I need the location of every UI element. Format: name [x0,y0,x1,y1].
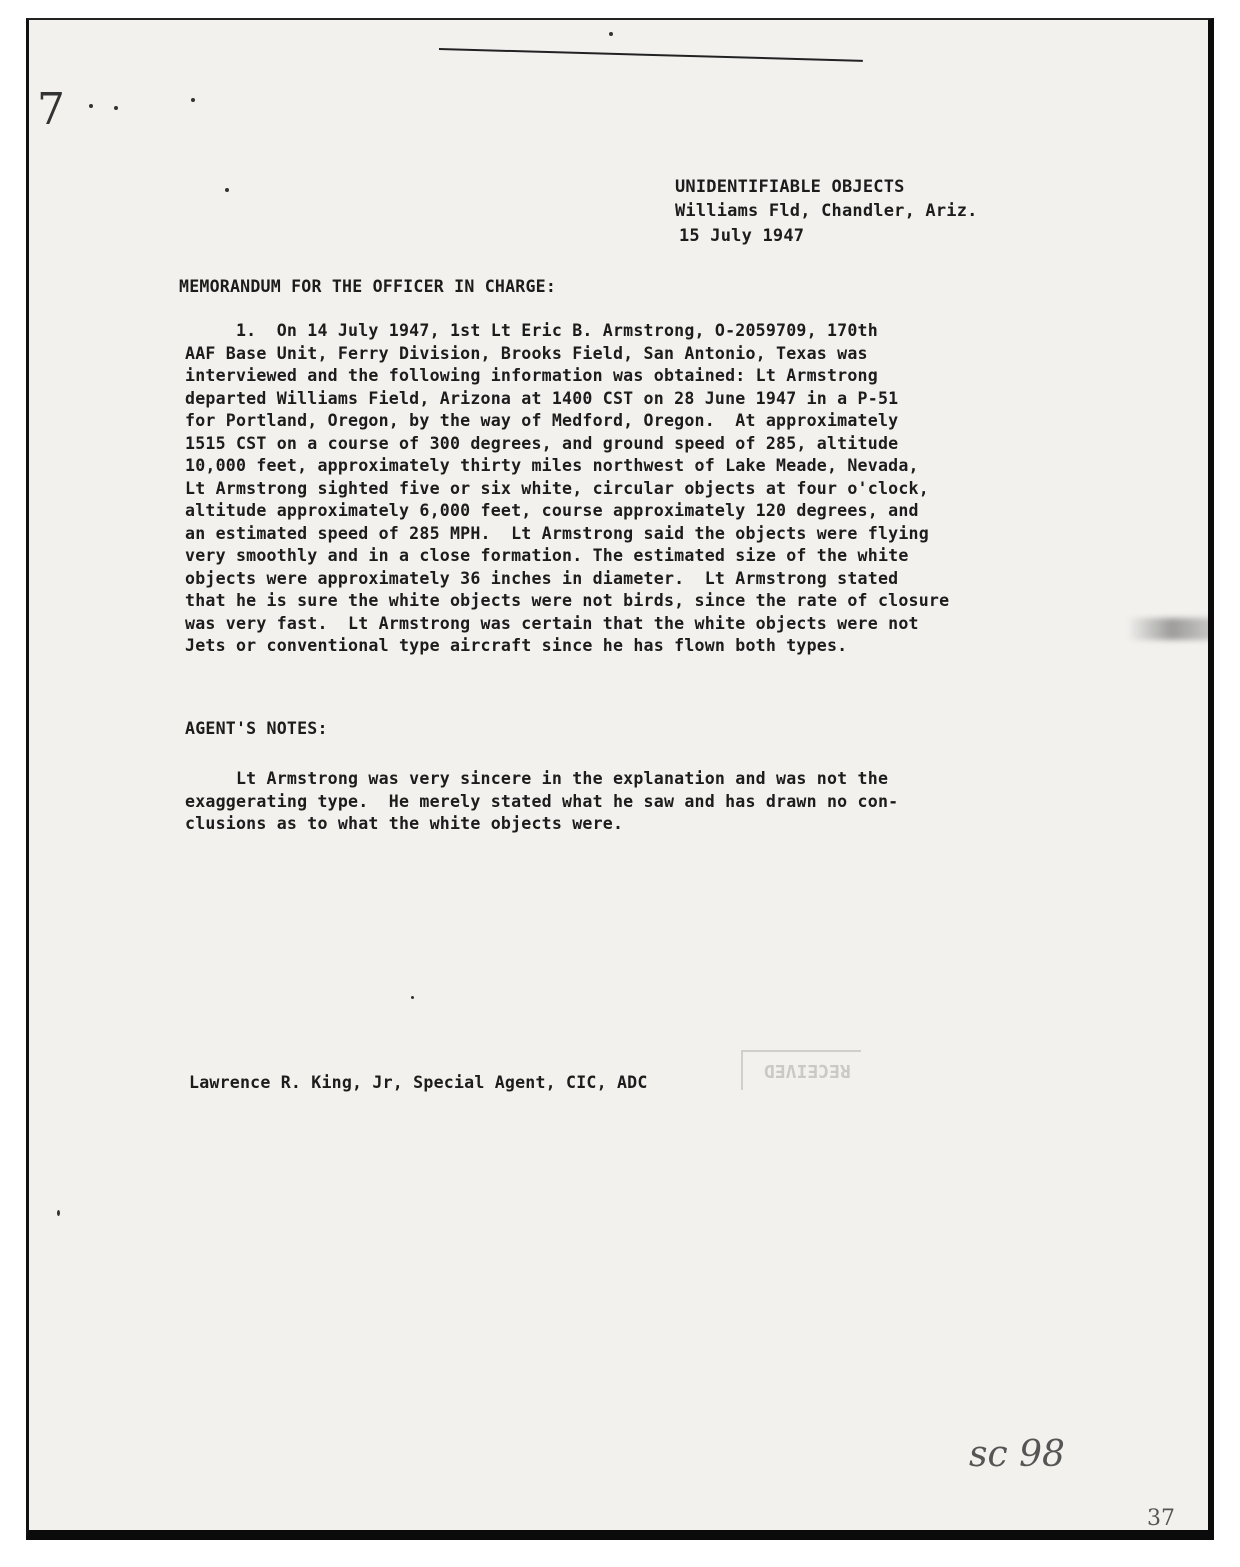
speck [114,106,118,110]
agent-notes-heading: AGENT'S NOTES: [185,719,328,738]
paragraph-line: was very fast. Lt Armstrong was certain that the white objects were not [185,613,919,633]
paragraph-line: 1515 CST on a course of 300 degrees, and ground speed of 285, altitude [185,433,899,453]
paragraph-line: AAF Base Unit, Ferry Division, Brooks Field, San Antonio, Texas was [185,343,868,363]
top-rule-line [439,48,863,62]
notes-line: Lt Armstrong was very sincere in the explanation and was not the [185,769,889,788]
agent-notes [185,768,898,836]
paragraph-line: for Portland, Oregon, by the way of Medford, Oregon. At approximately [185,411,899,430]
stamp-edge [741,1050,861,1052]
handwritten-file-number: sc 98 [969,1434,1065,1475]
corner-number: 37 [1147,1506,1175,1531]
speck [57,1210,60,1216]
smudge-mark [1127,618,1214,640]
speck [191,98,195,102]
notes-line: exaggerating type. He merely stated what he saw and has drawn no con- [185,791,899,811]
paragraph-line: 1. On 14 July 1947, 1st Lt Eric B. Armstrong, O-2059709, 170th [185,321,878,340]
received-stamp: RECEIVED [764,1060,851,1081]
paragraph-line: very smoothly and in a close formation. The estimated size of the white [185,546,909,565]
paragraph-line: that he is sure the white objects were not birds, since the rate of closure [185,591,950,610]
speck [89,104,93,108]
paragraph-line: altitude approximately 6,000 feet, course approximately 120 degrees, and [185,501,919,520]
paragraph-line: Lt Armstrong sighted five or six white, circular objects at four o'clock, [185,478,929,498]
stamp-edge [741,1050,743,1090]
paragraph-line: objects were approximately 36 inches in diameter. Lt Armstrong stated [185,568,899,588]
speck [411,996,414,999]
paragraph-line: departed Williams Field, Arizona at 1400 CST on 28 June 1947 in a P-51 [185,388,899,408]
margin-number: 7 [37,84,65,135]
paragraph-line: an estimated speed of 285 MPH. Lt Armstrong said the objects were flying [185,523,929,543]
signature-line: Lawrence R. King, Jr, Special Agent, CIC, ADC [189,1073,648,1092]
paragraph-line: 10,000 feet, approximately thirty miles northwest of Lake Meade, Nevada, [185,456,919,475]
speck [225,188,229,192]
paragraph-line: Jets or conventional type aircraft since he has flown both types. [185,636,848,655]
speck [609,32,613,36]
header-date: 15 July 1947 [679,226,805,246]
paragraph-line: interviewed and the following information was obtained: Lt Armstrong [185,366,878,385]
paragraph-1 [185,320,949,658]
document-page [26,18,1214,1540]
memo-salutation: MEMORANDUM FOR THE OFFICER IN CHARGE: [179,277,557,296]
notes-line: clusions as to what the white objects were. [185,814,624,833]
header-location: Williams Fld, Chandler, Ariz. [675,201,978,221]
header-subject: UNIDENTIFIABLE OBJECTS [675,177,905,197]
